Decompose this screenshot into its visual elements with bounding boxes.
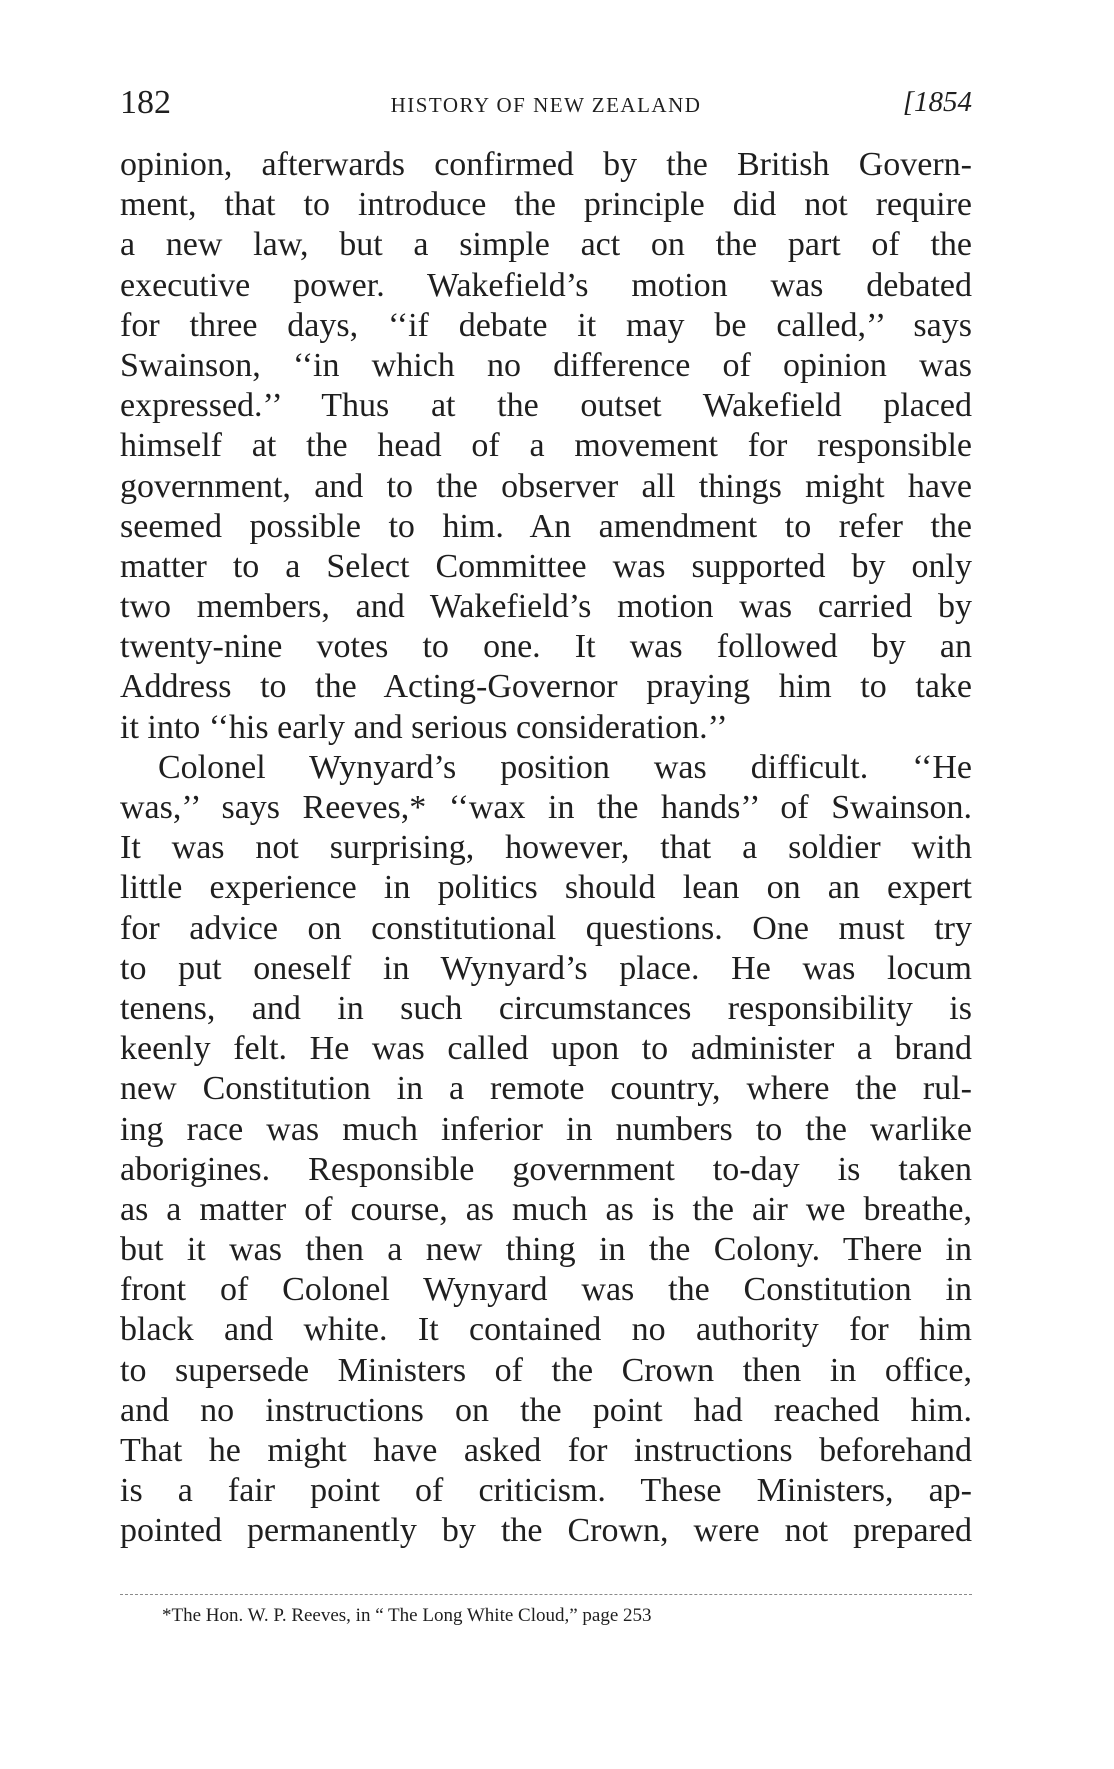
text-line: ing race was much inferior in numbers to the warlike [120, 1110, 972, 1148]
text-line: to supersede Ministers of the Crown then in office, [120, 1351, 972, 1389]
text-line: a new law, but a simple act on the part of the [120, 226, 972, 264]
text-line: That he might have asked for instructions beforehand [120, 1432, 972, 1469]
text-line: pointed permanently by the Crown, were not prepared [120, 1512, 972, 1550]
text-line: two members, and Wakefield’s motion was carried by [120, 588, 972, 626]
text-line: is a fair point of criticism. These Ministers, ap- [120, 1472, 972, 1510]
text-line: Address to the Acting-Governor praying him to take [120, 668, 972, 706]
text-line: to put oneself in Wynyard’s place. He was locum [120, 949, 972, 987]
page-header [120, 84, 972, 134]
text-line: executive power. Wakefield’s motion was debated [120, 266, 972, 304]
footnote-rule [120, 1594, 972, 1595]
text-line: black and white. It contained no authority for him [120, 1311, 972, 1349]
text-line: government, and to the observer all things might have [120, 467, 972, 505]
body-text [120, 145, 972, 1552]
text-line: it into ‘‘his early and serious consideration.’’ [120, 708, 728, 746]
text-line: twenty-nine votes to one. It was followed by an [120, 628, 972, 666]
text-line: ment, that to introduce the principle did not require [120, 186, 972, 224]
text-line: front of Colonel Wynyard was the Constitution in [120, 1271, 972, 1309]
text-line: for three days, ‘‘if debate it may be called,’’ says [120, 306, 972, 344]
text-line: seemed possible to him. An amendment to refer the [120, 507, 972, 545]
text-line: aborigines. Responsible government to-day is taken [120, 1150, 972, 1188]
text-line: Colonel Wynyard’s position was difficult. ‘‘He [158, 748, 972, 786]
text-line: little experience in politics should lean on an expert [120, 869, 972, 907]
text-line: opinion, afterwards confirmed by the British Govern- [120, 146, 972, 183]
text-line: Swainson, ‘‘in which no difference of opinion was [120, 346, 972, 384]
text-line: new Constitution in a remote country, where the rul- [120, 1070, 972, 1108]
page-number: 182 [120, 84, 171, 121]
text-line: himself at the head of a movement for responsible [120, 427, 972, 465]
text-line: and no instructions on the point had reached him. [120, 1391, 972, 1429]
text-line: expressed.’’ Thus at the outset Wakefield placed [120, 387, 972, 425]
text-line: as a matter of course, as much as is the air we breathe, [120, 1190, 972, 1228]
running-title: HISTORY OF NEW ZEALAND [390, 93, 702, 117]
text-line: for advice on constitutional questions. One must try [120, 909, 972, 947]
text-line: tenens, and in such circumstances responsibility is [120, 989, 972, 1027]
footnote: *The Hon. W. P. Reeves, in “ The Long White Cloud,” page 253 [162, 1605, 652, 1626]
text-line: but it was then a new thing in the Colony. There in [120, 1231, 972, 1269]
text-line: It was not surprising, however, that a soldier with [120, 829, 972, 867]
text-line: was,’’ says Reeves,* ‘‘wax in the hands’’ of Swainson. [120, 789, 972, 826]
text-line: keenly felt. He was called upon to administer a brand [120, 1030, 972, 1068]
year-marker: [1854 [902, 86, 972, 118]
text-line: matter to a Select Committee was supported by only [120, 547, 972, 585]
